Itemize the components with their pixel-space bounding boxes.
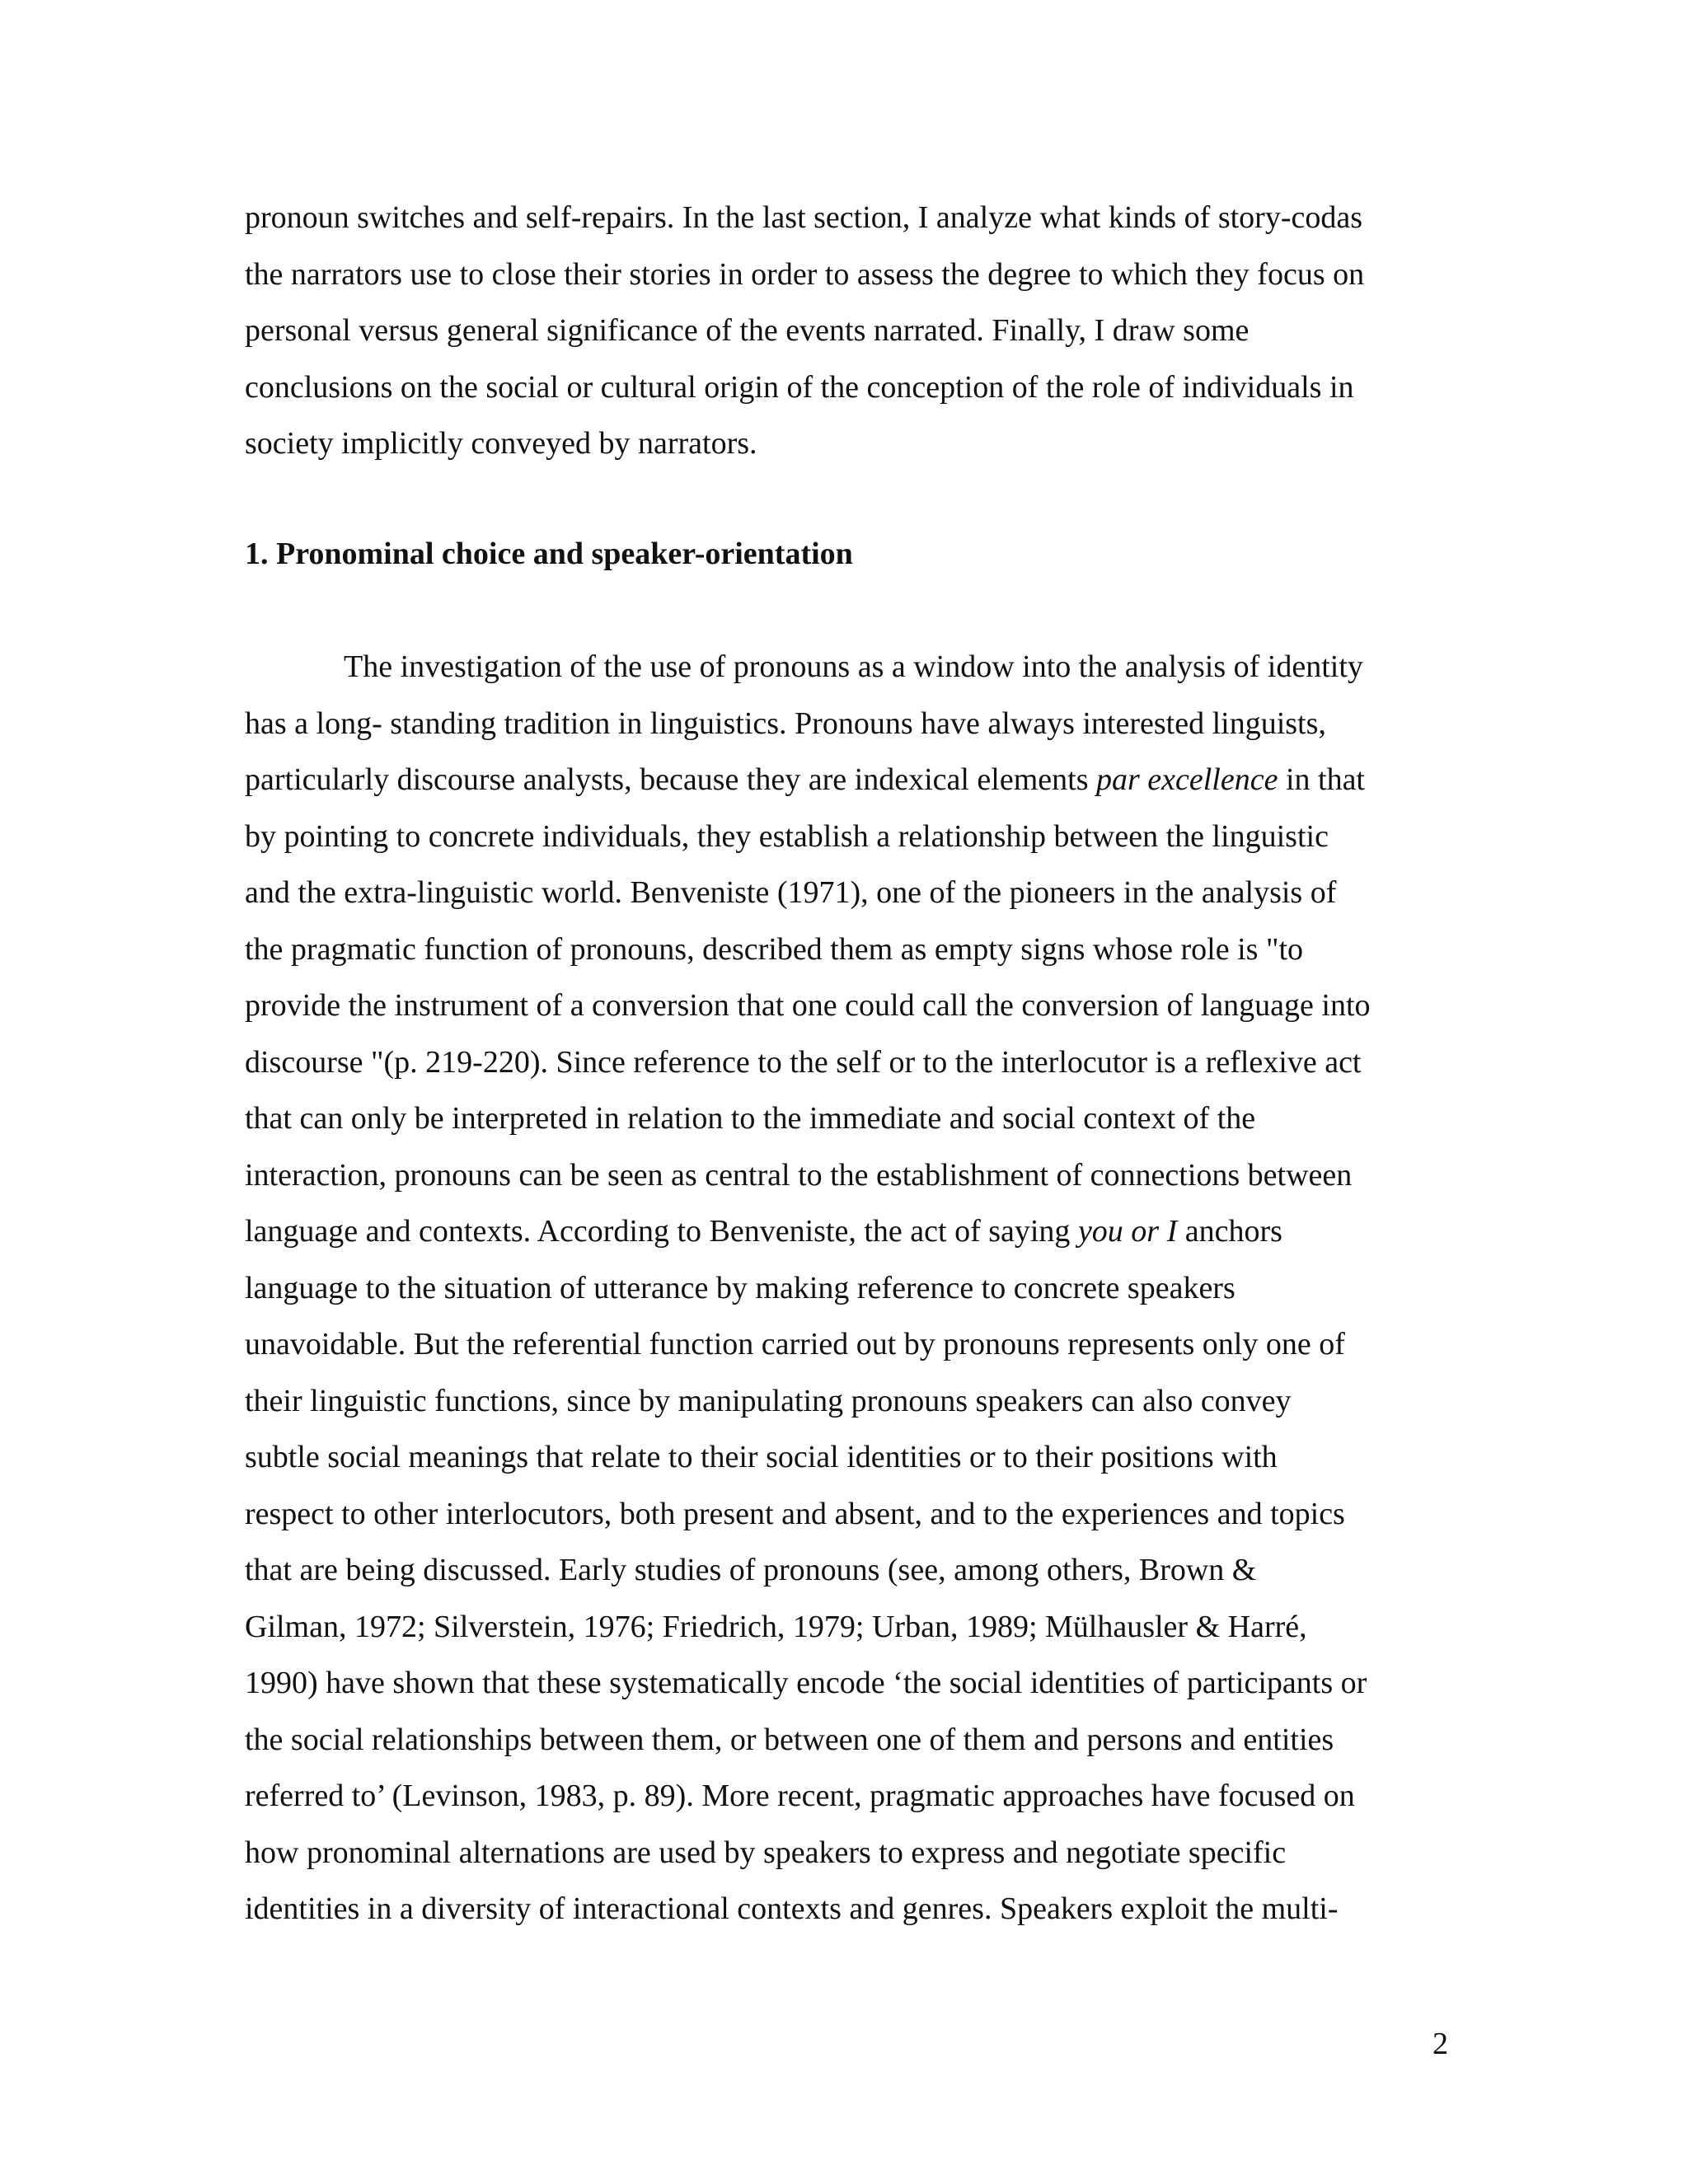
text-line: and the extra-linguistic world. Benveniste (1971), one of the pioneers in the analysis of bbox=[245, 875, 1337, 910]
text-line: provide the instrument of a conversion that one could call the conversion of language into bbox=[245, 988, 1371, 1023]
text-line: language to the situation of utterance by making reference to concrete speakers bbox=[245, 1270, 1236, 1305]
text-line: by pointing to concrete individuals, they establish a relationship between the linguistic bbox=[245, 818, 1329, 854]
body-paragraph bbox=[245, 639, 1448, 1938]
text-line: that are being discussed. Early studies of pronouns (see, among others, Brown & bbox=[245, 1553, 1257, 1587]
text-line: how pronominal alternations are used by speakers to express and negotiate specific bbox=[245, 1835, 1287, 1870]
text-line: interaction, pronouns can be seen as central to the establishment of connections between bbox=[245, 1157, 1353, 1193]
emphasis-text: you or I bbox=[1077, 1214, 1178, 1249]
text-line: 1990) have shown that these systematically encode ‘the social identities of participants or bbox=[245, 1666, 1367, 1700]
text-line: identities in a diversity of interactional contexts and genres. Speakers exploit the multi- bbox=[245, 1891, 1339, 1926]
text-line: respect to other interlocutors, both present and absent, and to the experiences and topics bbox=[245, 1496, 1345, 1531]
text-segment: in that bbox=[1278, 762, 1365, 797]
text-segment: language and contexts. According to Benveniste, the act of saying bbox=[245, 1214, 1078, 1249]
text-line: the pragmatic function of pronouns, described them as empty signs whose role is "to bbox=[245, 931, 1304, 967]
section-heading: 1. Pronominal choice and speaker-orientation bbox=[245, 537, 853, 571]
text-line: has a long- standing tradition in linguistics. Pronouns have always interested linguists, bbox=[245, 705, 1326, 741]
text-line: subtle social meanings that relate to their social identities or to their positions with bbox=[245, 1440, 1278, 1474]
emphasis-text: par excellence bbox=[1095, 762, 1278, 797]
text-line: Gilman, 1972; Silverstein, 1976; Friedrich, 1979; Urban, 1989; Mülhausler & Harré, bbox=[245, 1609, 1307, 1644]
text-line: discourse "(p. 219-220). Since reference to the self or to the interlocutor is a reflexive act bbox=[245, 1044, 1362, 1080]
text-line: society implicitly conveyed by narrators. bbox=[245, 426, 757, 461]
text-line: that can only be interpreted in relation to the immediate and social context of the bbox=[245, 1101, 1256, 1136]
text-segment: anchors bbox=[1177, 1214, 1282, 1249]
text-line: pronoun switches and self-repairs. In the last section, I analyze what kinds of story-codas bbox=[245, 200, 1362, 235]
text-line: The investigation of the use of pronouns as a window into the analysis of identity bbox=[344, 649, 1363, 684]
text-line: referred to’ (Levinson, 1983, p. 89). More recent, pragmatic approaches have focused on bbox=[245, 1779, 1355, 1813]
text-line: conclusions on the social or cultural origin of the conception of the role of individuals in bbox=[245, 369, 1354, 405]
text-line: their linguistic functions, since by manipulating pronouns speakers can also convey bbox=[245, 1383, 1292, 1418]
text-line: personal versus general significance of the events narrated. Finally, I draw some bbox=[245, 313, 1250, 348]
page-number: 2 bbox=[1432, 2027, 1448, 2061]
text-line: unavoidable. But the referential function carried out by pronouns represents only one of bbox=[245, 1327, 1345, 1361]
text-line bbox=[245, 1203, 1448, 1260]
intro-paragraph bbox=[245, 190, 1448, 472]
text-line bbox=[245, 752, 1448, 808]
text-segment: particularly discourse analysts, because they are indexical elements bbox=[245, 762, 1096, 797]
text-line: the narrators use to close their stories in order to assess the degree to which they focus on bbox=[245, 256, 1365, 292]
text-line: the social relationships between them, or between one of them and persons and entities bbox=[245, 1722, 1334, 1757]
